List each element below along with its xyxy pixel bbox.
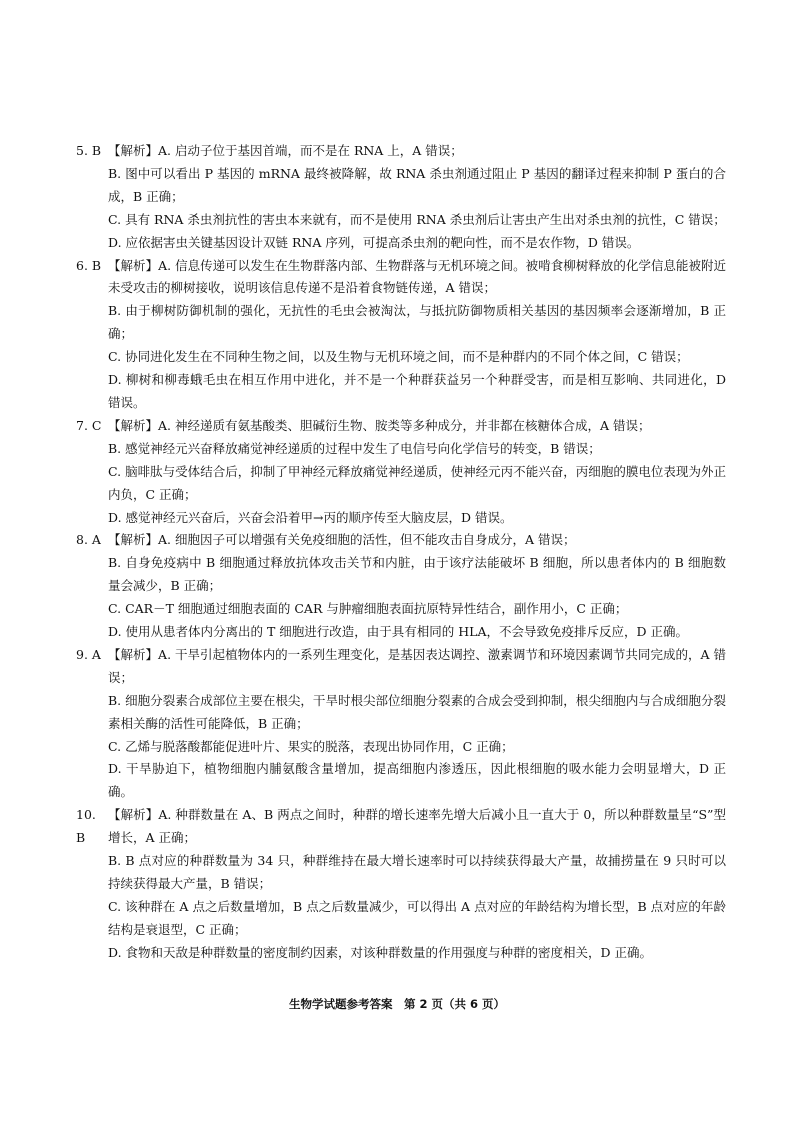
analysis-line: 【解析】A. 种群数量在 A、B 两点之间时，种群的增长速率先增大后减小且一直大于 0，所以种群数量呈“S”型增长，A 正确； [108,807,726,846]
answer-item [76,644,726,804]
option-explanation: D. 感觉神经元兴奋后，兴奋会沿着甲→丙的顺序传至大脑皮层，D 错误。 [108,509,513,525]
answer-item [76,140,726,255]
option-explanation: C. 该种群在 A 点之后数量增加，B 点之后数量减少，可以得出 A 点对应的年龄结构为增长型，B 点对应的年龄结构是衰退型，C 正确； [108,898,726,937]
question-number: 7. C [76,417,102,433]
analysis-line: 【解析】A. 细胞因子可以增强有关免疫细胞的活性，但不能攻击自身成分，A 错误； [108,532,576,548]
answer-explanation [108,255,726,415]
answer-explanation [108,644,726,804]
answer-explanation [108,804,726,964]
option-explanation: B. 自身免疫病中 B 细胞通过释放抗体攻击关节和内脏，由于该疗法能破坏 B 细胞，所以患者体内的 B 细胞数量会减少，B 正确； [108,555,726,594]
analysis-line: 【解析】A. 信息传递可以发生在生物群落内部、生物群落与无机环境之间。被啃食柳树释放的化学信息能被附近未受攻击的柳树接收，说明该信息传递不是沿着食物链传递，A 错误； [108,257,726,296]
option-explanation: C. 脑啡肽与受体结合后，抑制了甲神经元释放痛觉神经递质，使神经元丙不能兴奋，丙细胞的膜电位表现为外正内负，C 正确； [108,463,726,502]
option-explanation: B. 由于柳树防御机制的强化，无抗性的毛虫会被淘汰，与抵抗防御物质相关基因的基因频率会逐渐增加，B 正确； [108,303,726,342]
analysis-line: 【解析】A. 干旱引起植物体内的一系列生理变化，是基因表达调控、激素调节和环境因素调节共同完成的，A 错误； [108,646,726,685]
option-explanation: C. 协同进化发生在不同种生物之间，以及生物与无机环境之间，而不是种群内的不同个体之间，C 错误； [108,349,689,365]
option-explanation: D. 干旱胁迫下，植物细胞内脯氨酸含量增加，提高细胞内渗透压，因此根细胞的吸水能力会明显增大，D 正确。 [108,761,726,800]
option-explanation: C. CAR－T 细胞通过细胞表面的 CAR 与肿瘤细胞表面抗原特异性结合，副作用小，C 正确； [108,601,628,617]
answer-explanation [108,415,726,530]
question-number: 6. B [76,257,102,273]
answer-item [76,529,726,644]
answer-explanation [108,140,726,255]
option-explanation: D. 使用从患者体内分离出的 T 细胞进行改造，由于具有相同的 HLA，不会导致免疫排斥反应，D 正确。 [108,624,689,640]
question-number: 5. B [76,143,102,158]
answer-item [76,415,726,530]
answer-item [76,804,726,964]
option-explanation: D. 应依据害虫关键基因设计双链 RNA 序列，可提高杀虫剂的靶向性，而不是农作物，D 错误。 [108,234,640,250]
option-explanation: B. 感觉神经元兴奋释放痛觉神经递质的过程中发生了电信号向化学信号的转变，B 错误； [108,440,601,456]
question-number: 8. A [76,532,101,548]
question-number: 9. A [76,646,101,662]
option-explanation: B. 图中可以看出 P 基因的 mRNA 最终被降解，故 RNA 杀虫剂通过阻止 P 基因的翻译过程来抑制 P 蛋白的合成，B 正确； [108,165,726,204]
option-explanation: B. B 点对应的种群数量为 34 只，种群维持在最大增长速率时可以持续获得最大产量，故捕捞量在 9 只时可以持续获得最大产量，B 错误； [108,853,726,891]
answer-content [76,140,726,965]
option-explanation: D. 食物和天敌是种群数量的密度制约因素，对该种群数量的作用强度与种群的密度相关，D 正确。 [108,944,653,960]
question-number: 10. B [76,807,96,846]
page-footer: 生物学试题参考答案 第 2 页（共 6 页） [288,997,506,1011]
option-explanation: C. 具有 RNA 杀虫剂抗性的害虫本来就有，而不是使用 RNA 杀虫剂后让害虫产生出对杀虫剂的抗性，C 错误； [108,211,726,227]
option-explanation: C. 乙烯与脱落酸都能促进叶片、果实的脱落，表现出协同作用，C 正确； [108,738,514,754]
answer-explanation [108,529,726,644]
option-explanation: D. 柳树和柳毒蛾毛虫在相互作用中进化，并不是一个种群获益另一个种群受害，而是相互影响、共同进化，D 错误。 [108,372,726,410]
option-explanation: B. 细胞分裂素合成部位主要在根尖，干旱时根尖部位细胞分裂素的合成会受到抑制，根尖细胞内与合成细胞分裂素相关酶的活性可能降低，B 正确； [108,692,726,731]
analysis-line: 【解析】A. 启动子位于基因首端，而不是在 RNA 上，A 错误； [108,143,463,158]
analysis-line: 【解析】A. 神经递质有氨基酸类、胆碱衍生物、胺类等多种成分，并非都在核糖体合成，A 错误； [108,417,651,433]
answer-item [76,255,726,415]
